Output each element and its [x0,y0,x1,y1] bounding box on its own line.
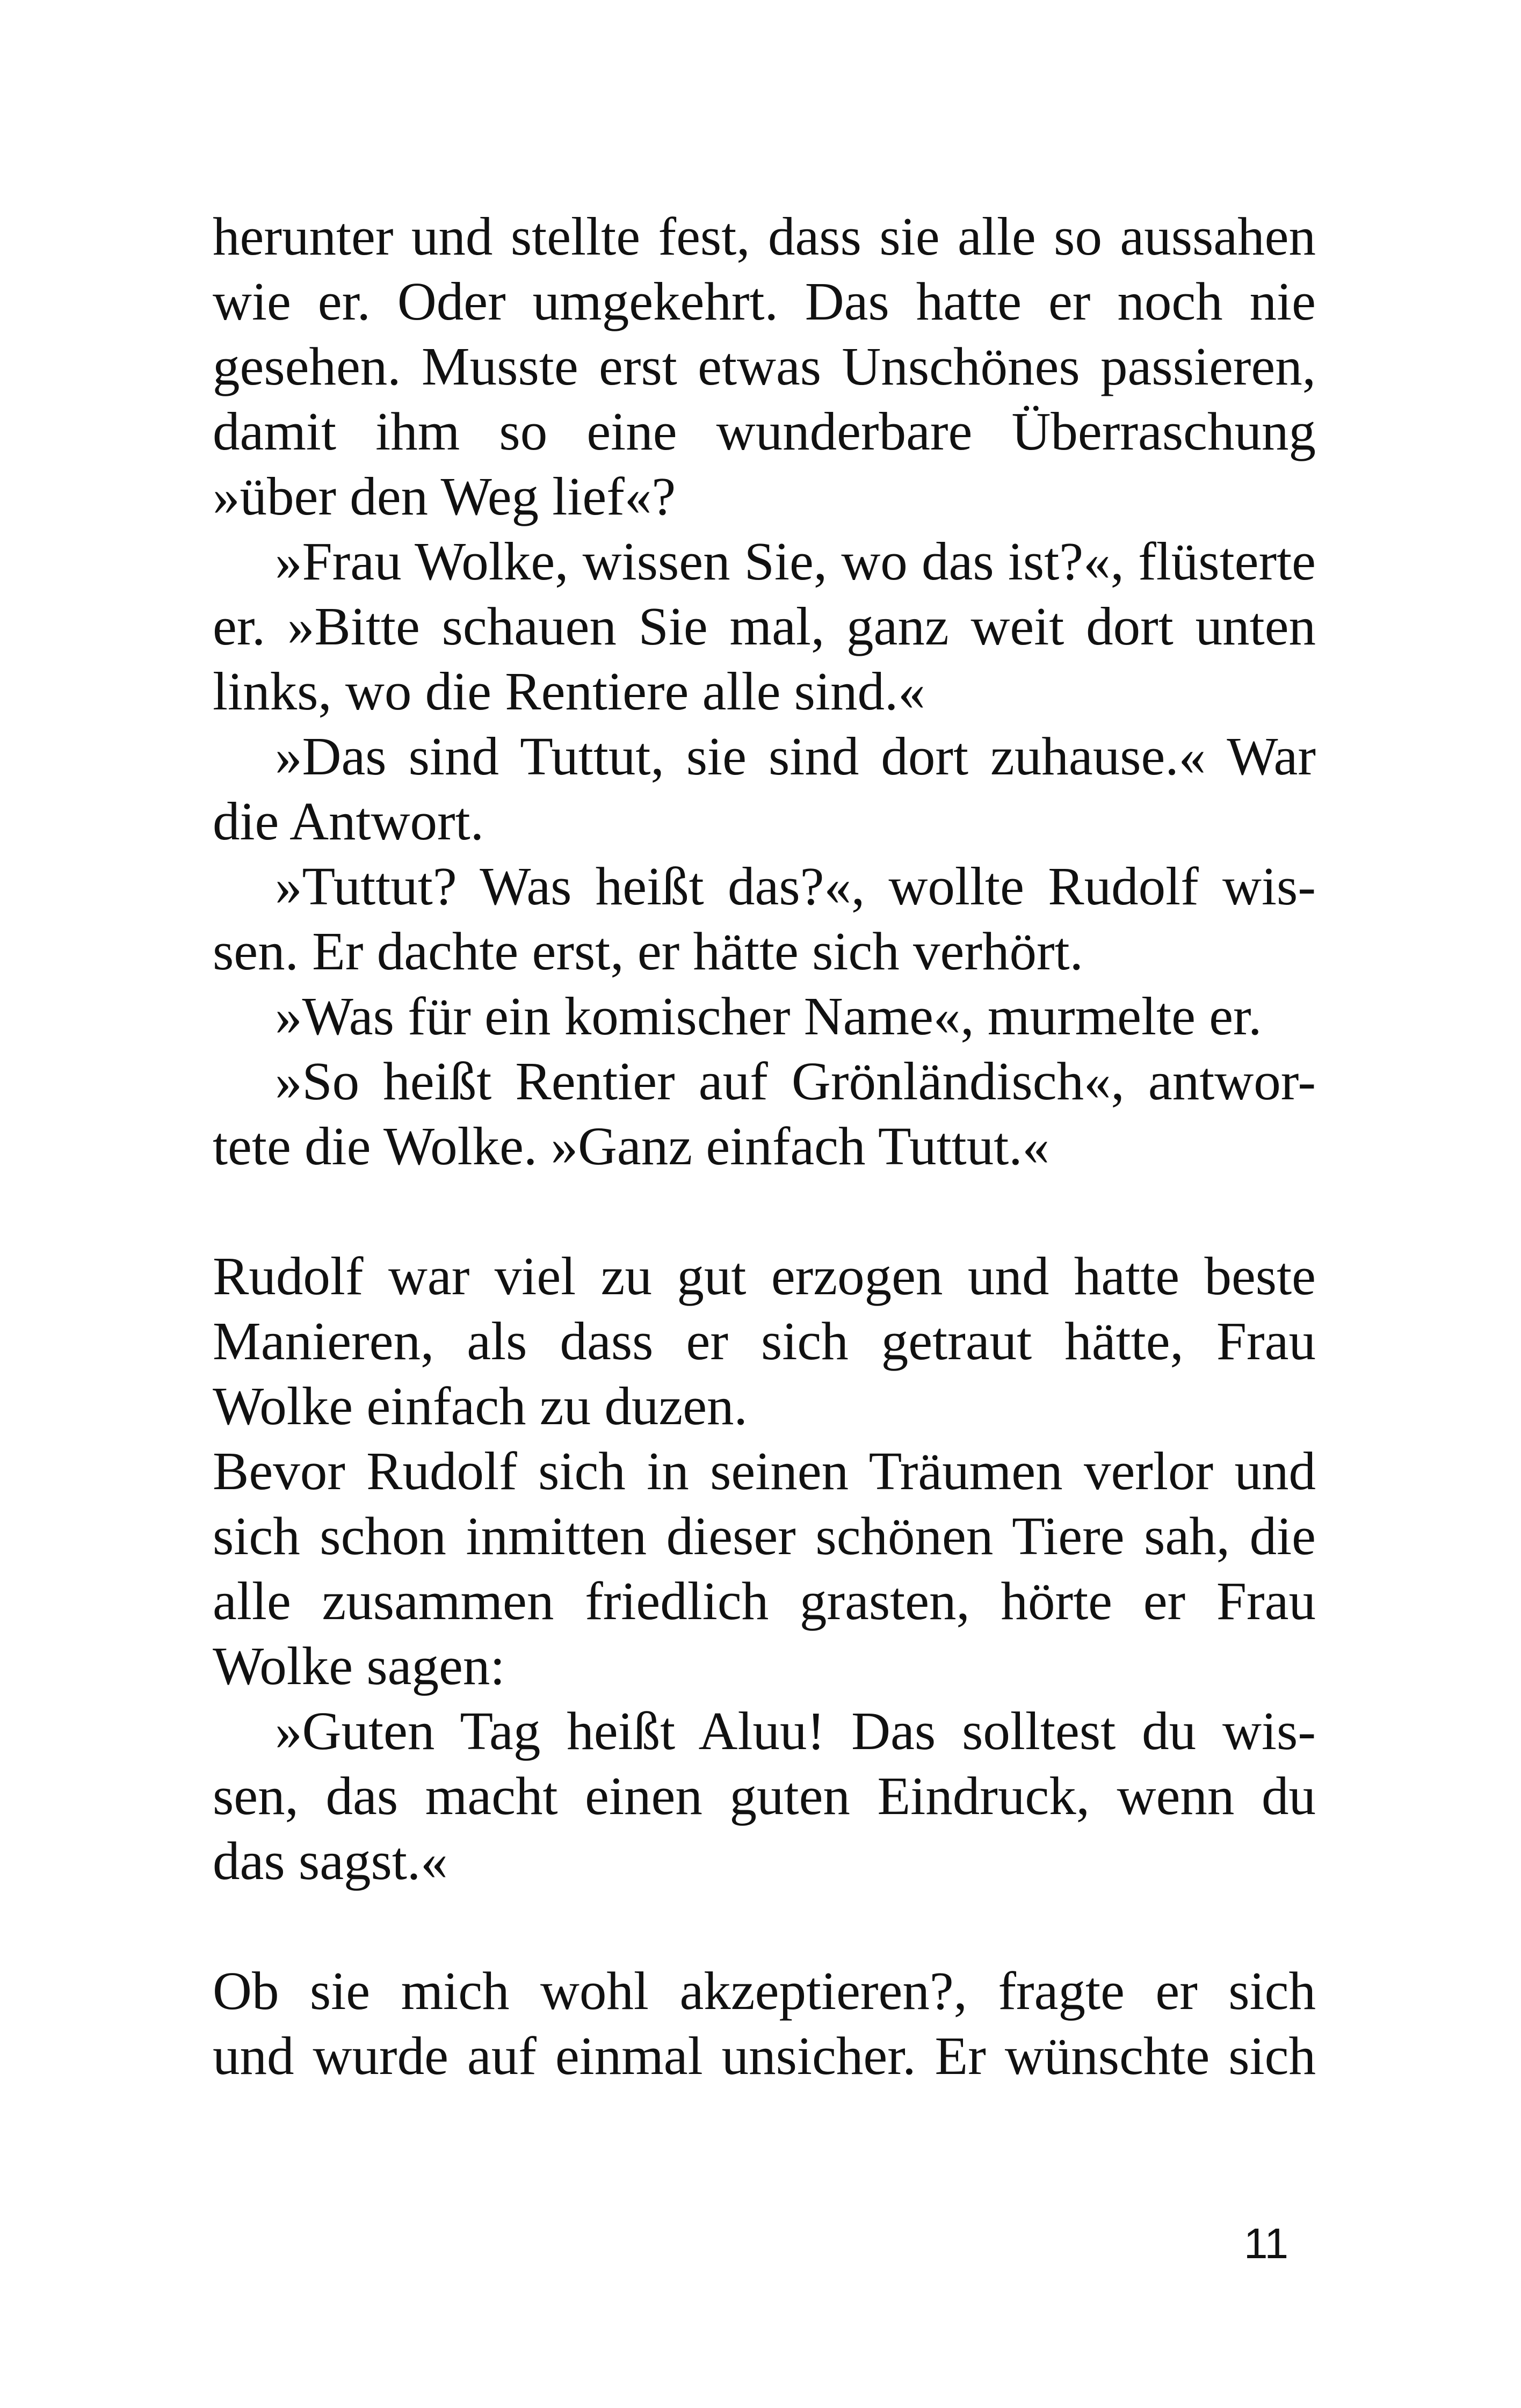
text-line: »Was für ein komischer Name«, murmelte er. [275,986,1262,1046]
text-line: er. »Bitte schauen Sie mal, ganz weit dort unten [213,596,1316,656]
text-line: damit ihm so eine wunderbare Überraschung [213,401,1316,461]
text-line: Wolke sagen: [213,1636,505,1696]
text-line: links, wo die Rentiere alle sind.« [213,661,925,721]
text-line: die Antwort. [213,791,484,851]
text-line: tete die Wolke. »Ganz einfach Tuttut.« [213,1116,1050,1176]
text-line: sich schon inmitten dieser schönen Tiere sah, die [213,1506,1316,1566]
page-number: 11 [1244,2220,1289,2267]
text-line: und wurde auf einmal unsicher. Er wünschte sich [213,2026,1316,2086]
text-line: »Tuttut? Was heißt das?«, wollte Rudolf wis- [275,856,1316,916]
text-line: das sagst.« [213,1831,448,1891]
text-line: »Das sind Tuttut, sie sind dort zuhause.« War [275,726,1316,786]
text-line: alle zusammen friedlich grasten, hörte er Frau [213,1571,1316,1631]
body-text [213,204,1316,2088]
text-line: wie er. Oder umgekehrt. Das hatte er noch nie [213,271,1316,331]
text-line: gesehen. Musste erst etwas Unschönes passieren, [213,336,1316,396]
text-line: »Guten Tag heißt Aluu! Das solltest du wis- [275,1701,1316,1761]
text-line: sen, das macht einen guten Eindruck, wenn du [213,1766,1316,1826]
text-line: »Frau Wolke, wissen Sie, wo das ist?«, flüsterte [275,531,1316,591]
paragraph-gap [213,1179,1316,1244]
text-line: »über den Weg lief«? [213,466,676,526]
text-line: »So heißt Rentier auf Grönländisch«, antwor- [275,1051,1316,1111]
text-line: Wolke einfach zu duzen. [213,1376,748,1436]
paragraph-gap [213,1894,1316,1959]
text-line: Ob sie mich wohl akzeptieren?, fragte er sich [213,1961,1316,2021]
text-line: Rudolf war viel zu gut erzogen und hatte beste [213,1246,1316,1306]
text-line: Bevor Rudolf sich in seinen Träumen verlor und [213,1441,1316,1501]
text-line: sen. Er dachte erst, er hätte sich verhört. [213,921,1083,981]
text-line: herunter und stellte fest, dass sie alle so aussahen [213,206,1316,266]
text-line: Manieren, als dass er sich getraut hätte, Frau [213,1311,1316,1371]
